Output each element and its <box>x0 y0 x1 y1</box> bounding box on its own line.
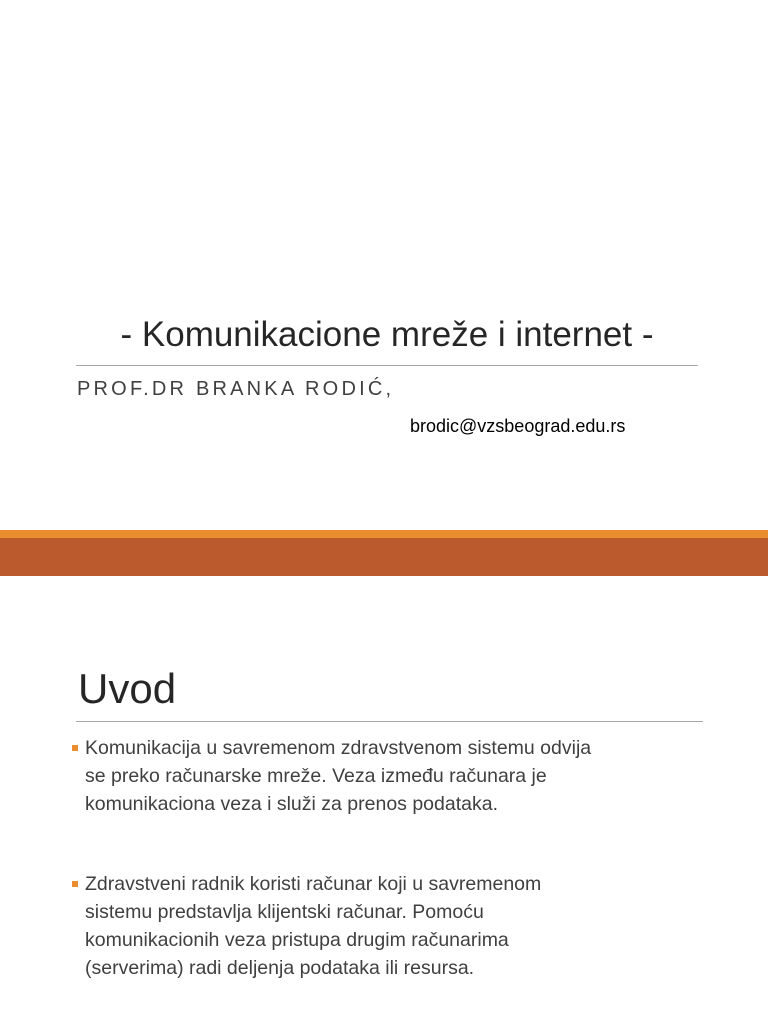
square-bullet-icon <box>72 881 78 887</box>
bullet-text-line: komunikaciona veza i služi za prenos podataka. <box>85 793 498 815</box>
title-divider <box>76 365 698 366</box>
section-title: Uvod <box>78 665 177 712</box>
separator-main-stripe <box>0 538 768 576</box>
separator-accent-stripe <box>0 530 768 538</box>
content-slide <box>0 576 768 1024</box>
slide-title: - Komunikacione mreže i internet - <box>120 315 654 354</box>
slide-subtitle: PROF.DR BRANKA RODIĆ, <box>77 378 395 400</box>
bullet-list <box>70 734 710 1034</box>
author-email: brodic@vzsbeograd.edu.rs <box>410 416 626 436</box>
bullet-text-line: (serverima) radi deljenja podataka ili resursa. <box>85 957 475 979</box>
bullet-item <box>70 870 710 982</box>
bullet-item <box>70 734 710 818</box>
bullet-text-line: Komunikacija u savremenom zdravstvenom sistemu odvija <box>85 737 592 759</box>
square-bullet-icon <box>72 745 78 751</box>
bullet-text-line: Zdravstveni radnik koristi računar koji u savremenom <box>85 873 542 895</box>
bullet-text-line: sistemu predstavlja klijentski računar. Pomoću <box>85 901 484 923</box>
section-divider <box>76 721 703 722</box>
bullet-text-line: se preko računarske mreže. Veza između računara je <box>85 765 547 787</box>
bullet-text-line: komunikacionih veza pristupa drugim računarima <box>85 929 509 951</box>
slide-separator-band <box>0 530 768 576</box>
